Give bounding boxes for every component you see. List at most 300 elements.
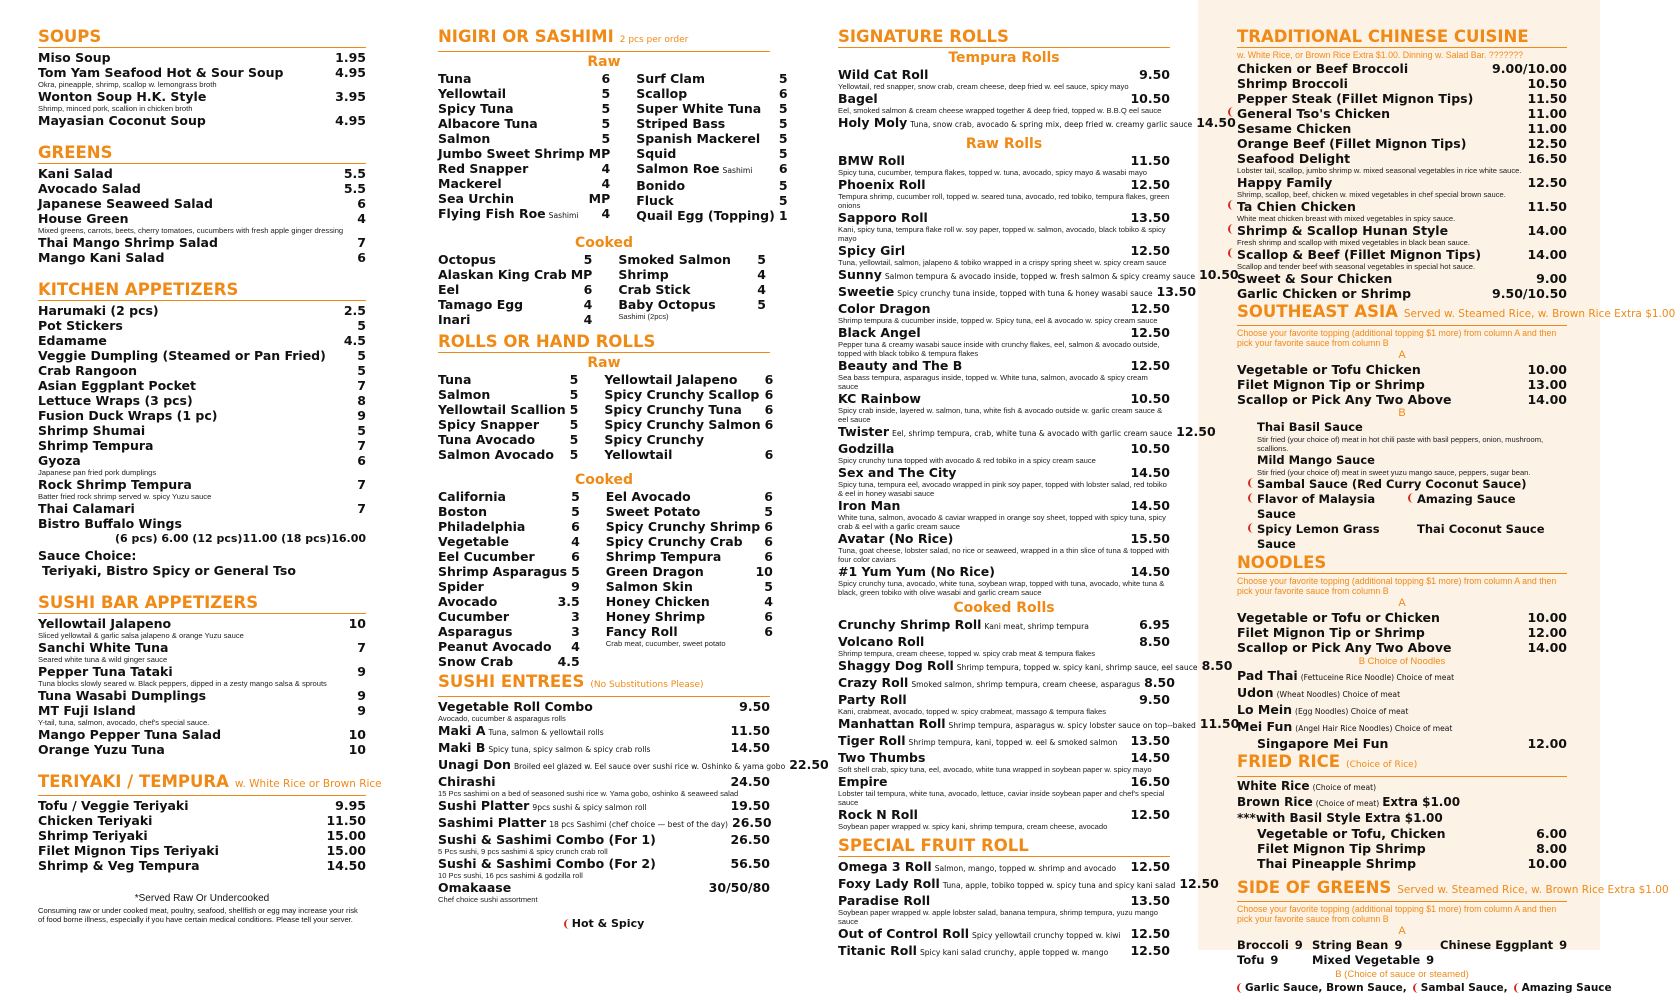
southeast-asia-desc: Choose your favorite topping (additional topping $1 more) from column A and then pick your favorite sauce from column B <box>1237 327 1557 348</box>
item-label: Sanchi White Tuna <box>38 640 169 655</box>
item-label: Lettuce Wraps (3 pcs) <box>38 393 193 408</box>
section-note: 2 pcs per order <box>619 35 689 45</box>
thai-coconut-sauce: Thai Coconut Sauce <box>1417 521 1545 536</box>
menu-item <box>438 131 614 146</box>
item-label: Filet Mignon Tip or Shrimp <box>1237 376 1425 392</box>
item-label: General Tso's Chicken <box>1237 105 1390 121</box>
menu-item <box>838 243 1170 258</box>
item-price: 4 <box>601 176 611 191</box>
item-name <box>636 161 752 178</box>
item-label: Surf Clam <box>636 71 706 86</box>
item-detail: Spicy kani salad crunchy, apple topped w. mango <box>919 948 1109 957</box>
menu-item <box>438 372 582 387</box>
section-title: SIGNATURE ROLLS <box>838 27 1009 46</box>
greens-heading <box>38 142 366 164</box>
item-label: Broccoli <box>1237 937 1289 952</box>
item-price: 5 <box>569 447 579 462</box>
item-label: Tuna <box>438 71 472 86</box>
item-label: Spicy Crunchy Shrimp <box>605 519 761 534</box>
item-price: 14.50 <box>326 858 366 873</box>
item-name <box>618 252 731 267</box>
item-name <box>838 243 905 258</box>
item-label: Shaggy Dog Roll <box>838 658 954 673</box>
item-label: Wild Cat Roll <box>838 67 929 82</box>
item-price: 10 <box>348 727 366 742</box>
item-name <box>636 208 775 223</box>
item-price: 4 <box>357 211 366 226</box>
item-price: 4 <box>571 639 580 654</box>
item-price: 13.50 <box>1156 284 1197 299</box>
menu-item <box>438 252 596 267</box>
spacer <box>38 128 366 142</box>
menu-item <box>1237 286 1567 301</box>
item-label: Albacore Tuna <box>438 116 538 131</box>
item-price: 9.50 <box>1139 67 1170 82</box>
item-price: 6 <box>764 447 774 462</box>
item-name <box>438 176 502 191</box>
menu-item <box>438 282 596 297</box>
item-label: Crunchy Shrimp Roll <box>838 617 982 632</box>
item-name <box>1237 685 1400 702</box>
item-label: California <box>438 489 506 504</box>
item-name <box>1237 377 1425 392</box>
item-label: Titanic Roll <box>838 943 917 958</box>
side-greens-b-label: B (Choice of sauce or steamed) <box>1335 968 1469 980</box>
item-price: 3 <box>571 609 580 624</box>
menu-item <box>838 774 1170 789</box>
column-a-label: A <box>1398 924 1406 937</box>
item-price: 6 <box>571 549 580 564</box>
item-price: 4 <box>757 267 766 282</box>
item-description: Soybean paper wrapped w. spicy kani, shrimp tempura, cream cheese, avocado <box>838 822 1108 831</box>
item-price: 7 <box>357 501 366 516</box>
item-label: Omega 3 Roll <box>838 859 932 874</box>
lemon-grass-sauce: Spicy Lemon Grass Sauce <box>1257 522 1407 552</box>
menu-item <box>1257 856 1567 871</box>
item-price: 6.00 <box>1536 825 1567 841</box>
item-detail: (Choice of meat) <box>1312 782 1377 792</box>
item-description: Pepper tuna & creamy wasabi sauce inside with crunchy flakes, eel, salmon & avocado outside, topped with black tobiko & tempura flakes <box>838 340 1160 358</box>
item-detail: Smoked salmon, shrimp tempura, cream cheese, asparagus <box>911 680 1141 689</box>
menu-item <box>438 206 614 223</box>
item-label: Crazy Roll <box>838 675 909 690</box>
item-price: 2.5 <box>343 303 366 318</box>
menu-item <box>604 447 777 462</box>
item-name <box>606 624 678 639</box>
hot-pepper-icon <box>1237 983 1242 993</box>
item-name <box>38 65 283 80</box>
menu-item <box>636 146 791 161</box>
item-price: 6 <box>778 161 788 176</box>
item-label: Spider <box>438 579 484 594</box>
item-description: Seared white tuna & wild ginger sauce <box>38 655 168 664</box>
menu-item <box>1237 702 1567 719</box>
item-label: Edamame <box>38 333 107 348</box>
item-label: Spanish Mackerel <box>636 131 761 146</box>
item-price: 14.50 <box>1130 564 1170 579</box>
item-price: 6 <box>764 417 774 432</box>
item-name <box>438 489 506 504</box>
menu-item <box>38 303 366 318</box>
menu-item <box>1237 136 1567 151</box>
section-title: SOUPS <box>38 27 102 46</box>
item-label: Eel <box>438 282 460 297</box>
item-label: Cucumber <box>438 609 509 624</box>
fruit-roll-heading <box>838 835 1170 857</box>
item-price: 7 <box>357 378 366 393</box>
item-name <box>1237 76 1348 91</box>
item-name <box>38 477 192 492</box>
item-name <box>38 843 219 858</box>
item-label: Flying Fish Roe <box>438 206 546 221</box>
item-label: Pepper Steak (Fillet Mignon Tips) <box>1237 90 1474 106</box>
item-name <box>38 640 168 655</box>
menu-item <box>636 178 791 193</box>
item-label: Gyoza <box>38 453 81 468</box>
item-detail: Shrimp tempura, topped w. spicy kani, shrimp sauce, eel sauce <box>956 663 1198 672</box>
noodles-heading <box>1237 552 1567 574</box>
item-price: 15.00 <box>326 828 366 843</box>
item-label: Paradise Roll <box>838 893 931 908</box>
item-name <box>604 402 741 417</box>
item-label: Salmon Roe <box>636 161 720 176</box>
item-label: Shrimp & Scallop Hunan Style <box>1237 222 1449 238</box>
item-price: 10 <box>755 564 773 579</box>
item-name <box>38 858 200 873</box>
item-description: Shrimp tempura, cream cheese, topped w. spicy crab meat & tempura flakes <box>838 649 1096 658</box>
item-price: 12.50 <box>1130 859 1170 874</box>
item-name <box>606 609 705 624</box>
item-name <box>838 153 905 168</box>
item-detail: Kani meat, shrimp tempura <box>984 622 1089 631</box>
item-name <box>604 372 737 387</box>
menu-item <box>438 312 596 327</box>
item-description: Spicy crab inside, layered w. salmon, tuna, white fish & avocado outside w. garlic cream sauce & eel sauce <box>838 406 1163 424</box>
fried-white-rice <box>1237 779 1567 795</box>
item-name <box>438 815 728 832</box>
menu-item <box>38 166 366 181</box>
item-name <box>1237 61 1408 76</box>
item-label: Salmon Avocado <box>438 447 554 462</box>
item-name <box>838 733 1117 750</box>
menu-item <box>838 177 1170 192</box>
item-description: Eel, smoked salmon & cream cheese wrapped together & deep fried, topped w. B.B.Q eel sauce <box>838 106 1162 115</box>
item-label: Sweet Potato <box>605 504 701 519</box>
item-price: 5 <box>571 489 580 504</box>
item-name <box>636 101 761 116</box>
item-name <box>38 393 193 408</box>
item-price: 5 <box>569 417 579 432</box>
item-name <box>838 692 907 707</box>
section-title: ROLLS OR HAND ROLLS <box>438 332 656 351</box>
menu-item <box>1237 685 1567 702</box>
item-label: Lo Mein <box>1237 701 1293 717</box>
menu-item <box>838 859 1170 876</box>
item-price: 4.95 <box>335 113 366 128</box>
item-label: MT Fuji Island <box>38 703 136 718</box>
menu-item <box>38 813 366 828</box>
menu-item <box>38 250 366 265</box>
item-name <box>38 616 171 631</box>
item-name <box>38 798 189 813</box>
item-name <box>438 252 496 267</box>
item-label: Thai Calamari <box>38 501 135 516</box>
chinese-heading <box>1237 26 1567 48</box>
item-price: 5 <box>569 402 579 417</box>
item-price: 14.00 <box>1527 639 1567 655</box>
item-price: 11.50 <box>1527 198 1567 214</box>
item-description: Y-tail, tuna, salmon, avocado, chef's special sauce. <box>38 718 210 727</box>
side-sauce <box>1237 981 1407 996</box>
item-label: Bagel <box>838 91 878 106</box>
item-name <box>838 531 953 546</box>
item-price: 14.00 <box>1527 246 1567 262</box>
menu-item <box>1237 106 1567 121</box>
list-right <box>618 252 770 327</box>
item-label: Inari <box>438 312 471 327</box>
menu-item <box>1237 625 1567 640</box>
item-description: Shrimp tempura & cucumber inside, topped w. Spicy tuna, eel & avocado w. spicy cream sauce <box>838 316 1158 325</box>
item-name <box>438 387 490 402</box>
item-label: Phoenix Roll <box>838 177 926 192</box>
item-name <box>38 181 141 196</box>
item-price: 22.50 <box>789 757 829 772</box>
item-name <box>838 943 1108 960</box>
item-price: 4 <box>764 594 773 609</box>
item-label: Avocado Salad <box>38 181 141 196</box>
item-description: Kani, crabmeat, avocado, topped w. spicy crabmeat, massago & tempura flakes <box>838 707 1107 716</box>
item-description: Spicy tuna, tempura eel, avocado wrapped in pink soy paper, topped with lobster salad, red tobiko & eel in honey wasabi sauce <box>838 480 1167 498</box>
item-name <box>838 876 1175 893</box>
item-label: Boston <box>438 504 488 519</box>
item-label: Harumaki (2 pcs) <box>38 303 159 318</box>
item-price: 1 <box>778 208 788 223</box>
item-name <box>38 89 206 104</box>
item-detail: Tuna, salmon & yellowtail rolls <box>488 728 604 737</box>
item-label: Shrimp Broccoli <box>1237 75 1348 91</box>
mild-mango-sauce: Mild Mango Sauce <box>1257 452 1375 467</box>
item-detail: 18 pcs Sashimi (chef choice — best of the day) <box>549 820 729 829</box>
item-label: Kani Salad <box>38 166 113 181</box>
item-label: Striped Bass <box>636 116 726 131</box>
item-name <box>438 740 651 757</box>
item-price: 5 <box>583 252 593 267</box>
menu-item <box>38 393 366 408</box>
item-label: Sapporo Roll <box>838 210 928 225</box>
item-name <box>38 742 165 757</box>
menu-item <box>438 564 584 579</box>
item-price: 5 <box>778 193 788 208</box>
section-note: (No Substitutions Please) <box>590 680 704 690</box>
menu-item <box>636 131 791 146</box>
item-price: 16.50 <box>1130 774 1170 789</box>
item-price: 5 <box>357 363 366 378</box>
menu-item <box>38 438 366 453</box>
menu-item <box>38 196 366 211</box>
item-price: MP <box>570 267 593 282</box>
item-name <box>38 501 135 516</box>
item-price: 4 <box>583 297 593 312</box>
item-price: 5 <box>778 131 788 146</box>
menu-item <box>1237 76 1567 91</box>
item-name <box>636 86 687 101</box>
item-name <box>38 828 148 843</box>
item-price: 14.00 <box>1527 391 1567 407</box>
item-name <box>38 664 173 679</box>
item-name <box>838 564 995 579</box>
item-name <box>438 146 585 161</box>
sushi-entrees-heading <box>438 671 770 697</box>
item-label: Bistro Buffalo Wings <box>38 516 182 531</box>
menu-item <box>838 301 1170 316</box>
item-price: 4 <box>571 534 580 549</box>
item-price: 5 <box>357 318 366 333</box>
item-label: Sushi Platter <box>438 798 530 813</box>
item-description: Crab meat, cucumber, sweet potato <box>605 639 726 648</box>
item-label: Red Snapper <box>438 161 529 176</box>
menu-item <box>606 489 777 504</box>
section-title: TRADITIONAL CHINESE CUISINE <box>1237 27 1529 46</box>
item-name <box>1237 640 1451 655</box>
item-name <box>1237 151 1350 166</box>
item-label: Shrimp Tempura <box>605 549 722 564</box>
item-label: Iron Man <box>838 498 901 513</box>
menu-item <box>438 489 584 504</box>
item-name <box>438 206 579 223</box>
column-a-label: A <box>1398 348 1406 361</box>
menu-item <box>838 153 1170 168</box>
item-name <box>1237 668 1454 685</box>
section-title: KITCHEN APPETIZERS <box>38 280 239 299</box>
item-description: Tuna, goat cheese, lobster salad, no rice or seaweed, wrapped in a thin slice of tuna & topped with four color caviars <box>838 546 1170 564</box>
fried-brown-rice <box>1237 795 1567 811</box>
item-price: 9.00/10.00 <box>1492 60 1567 76</box>
item-price: 6 <box>764 489 773 504</box>
item-name <box>606 519 760 534</box>
list-left <box>438 71 614 223</box>
item-name <box>636 193 673 208</box>
menu-item <box>838 926 1170 943</box>
item-label: Filet Mignon Tip Shrimp <box>1257 840 1426 856</box>
item-name <box>838 634 924 649</box>
item-name <box>438 564 567 579</box>
section-title: NIGIRI OR SASHIMI <box>438 27 614 46</box>
menu-item <box>438 504 584 519</box>
menu-item <box>38 616 366 631</box>
item-label: Thai Mango Shrimp Salad <box>38 235 218 250</box>
item-label: Spicy Crunchy Crab <box>605 534 743 549</box>
item-label: Baby Octopus <box>618 297 716 312</box>
item-label: Spicy Crunchy <box>604 432 705 447</box>
menu-item <box>838 634 1170 649</box>
menu-item <box>838 91 1170 106</box>
menu-item <box>438 740 770 757</box>
menu-item <box>438 161 614 176</box>
item-label: Spicy Crunchy Salmon <box>604 417 761 432</box>
section-title: TERIYAKI / TEMPURA <box>38 772 229 791</box>
item-price: 5 <box>601 131 611 146</box>
item-name <box>838 177 926 192</box>
item-price: 13.00 <box>1527 376 1567 392</box>
item-price: 9.50 <box>739 699 770 714</box>
menu-item <box>38 453 366 468</box>
item-price: 8.50 <box>1144 675 1175 690</box>
wings-sizes: (6 pcs) 6.00 (12 pcs)11.00 (18 pcs)16.00 <box>115 532 366 545</box>
menu-item <box>618 282 770 297</box>
item-description: Fresh shrimp and scallop with mixed vegetables in black bean sauce. <box>1237 237 1470 247</box>
menu-item <box>838 465 1170 480</box>
item-price: 5 <box>778 116 788 131</box>
item-detail: 9pcs sushi & spicy salmon roll <box>532 803 647 812</box>
menu-item <box>438 654 584 669</box>
item-name <box>838 284 1153 301</box>
item-label: Rock Shrimp Tempura <box>38 477 192 492</box>
item-price: 14.50 <box>1130 465 1170 480</box>
menu-item <box>438 191 614 206</box>
item-name <box>38 453 81 468</box>
item-label: Udon <box>1237 684 1274 700</box>
sauce-label: Garlic Sauce, Brown Sauce, <box>1245 981 1407 994</box>
item-price: 13.50 <box>1130 893 1170 908</box>
item-label: Sea Urchin <box>438 191 515 206</box>
item-name <box>438 534 509 549</box>
item-name <box>1237 362 1421 377</box>
item-name <box>838 358 962 373</box>
spacer <box>38 265 366 279</box>
item-detail: (Choice of meat) <box>1315 798 1380 808</box>
spacer <box>38 757 366 771</box>
item-price: 6 <box>601 71 611 86</box>
item-description: Kani, spicy tuna, tempura flake roll w. soy paper, topped w. salmon, avocado, black tobiko & spicy mayo <box>838 225 1166 243</box>
item-price: 5 <box>764 579 773 594</box>
item-name <box>606 504 701 519</box>
item-price: 10 <box>348 616 366 631</box>
item-description: Spicy tuna, cucumber, tempura flakes, topped w. tuna, avocado, spicy mayo & wasabi mayo <box>838 168 1147 177</box>
menu-item <box>838 716 1240 733</box>
teriyaki-heading <box>38 771 382 796</box>
item-name <box>838 498 900 513</box>
item-name <box>438 757 785 774</box>
item-price: 5 <box>778 101 788 116</box>
item-label: Veggie Dumpling (Steamed or Pan Fried) <box>38 348 326 363</box>
item-name <box>38 688 206 703</box>
item-detail: (Fettuceine Rice Noodle) Choice of meat <box>1300 672 1455 682</box>
item-price: 12.50 <box>1179 876 1219 891</box>
item-price: 12.50 <box>1527 174 1567 190</box>
item-label: Mango Pepper Tuna Salad <box>38 727 222 742</box>
item-name <box>438 71 471 86</box>
item-price: 9 <box>357 664 366 679</box>
item-label: Vegetable or Tofu, Chicken <box>1257 825 1446 841</box>
item-name <box>1257 841 1426 856</box>
list-left <box>438 372 582 462</box>
item-name <box>838 926 1121 943</box>
column-a-label: A <box>1398 596 1406 609</box>
menu-item <box>438 880 770 895</box>
item-label: Shrimp Asparagus <box>438 564 568 579</box>
menu-item <box>838 807 1170 822</box>
menu-item <box>438 71 614 86</box>
item-price: 4.5 <box>343 333 366 348</box>
item-name <box>438 312 470 327</box>
item-label: Snow Crab <box>438 654 514 669</box>
column-1 <box>38 26 382 924</box>
menu-item <box>38 858 366 873</box>
item-description: 5 Pcs sushi, 9 pcs sashimi & spicy crunch crab roll <box>438 847 608 856</box>
item-name <box>1237 286 1411 301</box>
menu-item <box>38 408 366 423</box>
item-name <box>838 617 1089 634</box>
